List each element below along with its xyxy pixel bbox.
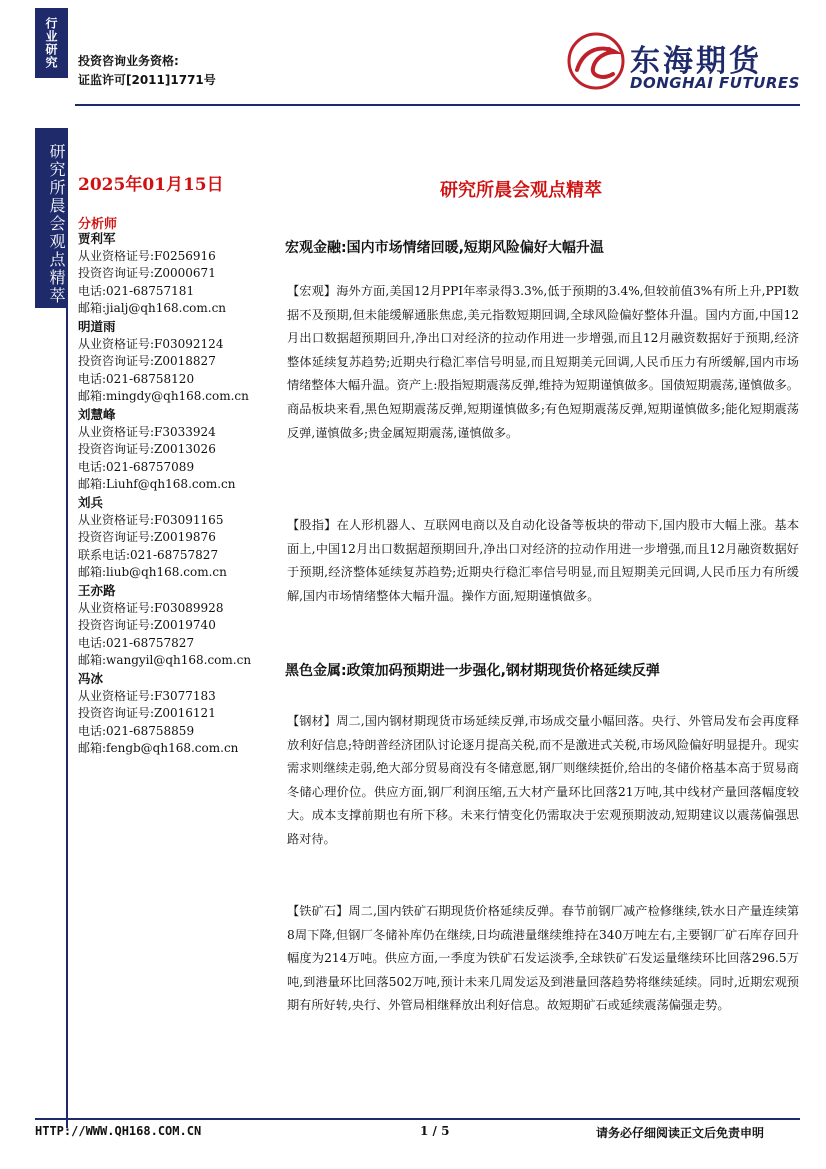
analyst-license: 从业资格证号:F03091165 xyxy=(78,512,224,527)
analyst-name: 王亦路 xyxy=(78,583,116,598)
report-type-tag: 行业研究 xyxy=(35,8,68,78)
analyst-card xyxy=(78,582,251,670)
analyst-card xyxy=(78,494,227,582)
analyst-email[interactable]: 邮箱:jialj@qh168.com.cn xyxy=(78,301,227,315)
company-logo xyxy=(565,30,627,92)
macro-paragraph xyxy=(287,280,799,445)
website-link[interactable]: HTTP://WWW.QH168.COM.CN xyxy=(35,1124,202,1138)
steel-text: 周二,国内钢材期现货市场延续反弹,市场成交量小幅回落。央行、外管局发布会再度释放利好信息;特朗普经济团队讨论逐月提高关税,而不是激进式关税,市场风险偏好明显提升。现实需求则继续走弱,绝大部分贸易商没有冬储意愿,钢厂则继续挺价,给出的冬储价格基本高于贸易商冬储心理价位。供应方面,钢厂利润压缩,五大材产量环比回落21万吨,其中线材产量回落幅度较大。成本支撑前期也有所下移。未来行情变化仍需取决于宏观预期波动,短期建议以震荡偏强思路对待。 xyxy=(287,714,800,846)
disclaimer-note: 请务必仔细阅读正文后免责申明 xyxy=(596,1126,765,1140)
page-title: 研究所晨会观点精萃 xyxy=(440,180,602,201)
analyst-phone: 电话:021-68757181 xyxy=(78,283,195,298)
analyst-email[interactable]: 邮箱:liub@qh168.com.cn xyxy=(78,565,227,579)
analyst-card xyxy=(78,230,226,318)
analyst-email[interactable]: 邮箱:mingdy@qh168.com.cn xyxy=(78,389,249,403)
page-number: 1 / 5 xyxy=(420,1124,450,1138)
stock-index-text: 在人形机器人、互联网电商以及自动化设备等板块的带动下,国内股市大幅上涨。基本面上,中国12月出口数据超预期回升,净出口对经济的拉动作用进一步增强,而且12月融资数据好于预期,经济整体延续复苏趋势;近期央行稳汇率信号明显,而且短期美元回调,人民币压力有所缓解,国内市场情绪整体大幅升温。操作方面,短期谨慎做多。 xyxy=(287,518,800,603)
analyst-license: 从业资格证号:F3077183 xyxy=(78,688,216,703)
analyst-name: 冯冰 xyxy=(78,671,104,686)
analyst-heading: 分析师 xyxy=(78,217,118,232)
analyst-consult-license: 投资咨询证号:Z0013026 xyxy=(78,442,216,456)
report-date: 2025年01月15日 xyxy=(78,175,224,195)
analyst-name: 刘兵 xyxy=(78,495,104,510)
logo-chinese-name: 东海期货 xyxy=(630,44,762,79)
analyst-email[interactable]: 邮箱:fengb@qh168.com.cn xyxy=(78,741,239,755)
iron-ore-tag: 【铁矿石】 xyxy=(287,904,349,918)
macro-text: 海外方面,美国12月PPI年率录得3.3%,低于预期的3.4%,但较前值3%有所上升,PPI数据不及预期,但未能缓解通胀焦虑,美元指数短期回调,全球风险偏好整体升温。国内方面,中国12月出口数据超预期回升,净出口对经济的拉动作用进一步增强,而且12月融资数据好于预期,经济整体延续复苏趋势;近期央行稳汇率信号明显,而且短期美元回调,人民币压力有所缓解,国内市场情绪整体大幅升温。资产上:股指短期震荡反弹,维持为短期谨慎做多。国债短期震荡,谨慎做多。商品板块来看,黑色短期震荡反弹,短期谨慎做多;有色短期震荡反弹,短期谨慎做多;能化短期震荡反弹,谨慎做多;贵金属短期震荡,谨慎做多。 xyxy=(287,284,800,440)
analyst-consult-license: 投资咨询证号:Z0000671 xyxy=(78,266,216,280)
footer-divider xyxy=(35,1118,800,1120)
analyst-consult-license: 投资咨询证号:Z0019740 xyxy=(78,618,216,632)
analyst-phone: 电话:021-68757827 xyxy=(78,635,195,650)
analyst-license: 从业资格证号:F0256916 xyxy=(78,248,216,263)
analyst-phone: 电话:021-68757089 xyxy=(78,459,195,474)
logo-english-name: DONGHAI FUTURES xyxy=(630,74,800,92)
analyst-phone: 电话:021-68758120 xyxy=(78,371,195,386)
stock-index-paragraph xyxy=(287,514,799,608)
header-divider xyxy=(75,104,800,106)
sidebar-title-band: 研究所晨会观点精萃 xyxy=(35,128,68,308)
analyst-license: 从业资格证号:F03092124 xyxy=(78,336,224,351)
analyst-email[interactable]: 邮箱:wangyil@qh168.com.cn xyxy=(78,653,252,667)
analyst-license: 从业资格证号:F3033924 xyxy=(78,424,216,439)
analyst-license: 从业资格证号:F03089928 xyxy=(78,600,224,615)
analyst-name: 刘慧峰 xyxy=(78,407,116,422)
steel-paragraph xyxy=(287,710,799,852)
section-title-black-metals: 黑色金属:政策加码预期进一步强化,钢材期现货价格延续反弹 xyxy=(285,663,660,679)
analyst-card xyxy=(78,670,238,758)
analyst-card xyxy=(78,318,249,406)
license-number: 证监许可[2011]1771号 xyxy=(78,73,216,87)
analyst-name: 明道雨 xyxy=(78,319,116,334)
analyst-phone: 联系电话:021-68757827 xyxy=(78,547,219,562)
analyst-email[interactable]: 邮箱:Liuhf@qh168.com.cn xyxy=(78,477,236,491)
sidebar-rule xyxy=(66,308,68,1128)
stock-index-tag: 【股指】 xyxy=(287,518,337,532)
analyst-consult-license: 投资咨询证号:Z0016121 xyxy=(78,706,216,720)
iron-ore-text: 周二,国内铁矿石期现货价格延续反弹。春节前钢厂减产检修继续,铁水日产量连续第8周下降,但钢厂冬储补库仍在继续,日均疏港量继续维持在340万吨左右,主要钢厂矿石库存回升幅度为214万吨。供应方面,一季度为铁矿石发运淡季,全球铁矿石发运量继续环比回落296.5万吨,到港量环比回落502万吨,预计未来几周发运及到港量回落趋势将继续延续。同时,近期宏观预期有所好转,央行、外管局相继释放出利好信息。故短期矿石或延续震荡偏强走势。 xyxy=(287,904,800,1013)
analyst-phone: 电话:021-68758859 xyxy=(78,723,195,738)
analyst-card xyxy=(78,406,235,494)
qualification-label: 投资咨询业务资格: xyxy=(78,54,179,68)
analyst-name: 贾利军 xyxy=(78,231,116,246)
dragon-logo-icon xyxy=(565,30,627,92)
section-title-macro: 宏观金融:国内市场情绪回暖,短期风险偏好大幅升温 xyxy=(285,240,604,256)
analyst-consult-license: 投资咨询证号:Z0018827 xyxy=(78,354,216,368)
analyst-consult-license: 投资咨询证号:Z0019876 xyxy=(78,530,216,544)
macro-tag: 【宏观】 xyxy=(287,284,337,298)
steel-tag: 【钢材】 xyxy=(287,714,337,728)
iron-ore-paragraph xyxy=(287,900,799,1018)
